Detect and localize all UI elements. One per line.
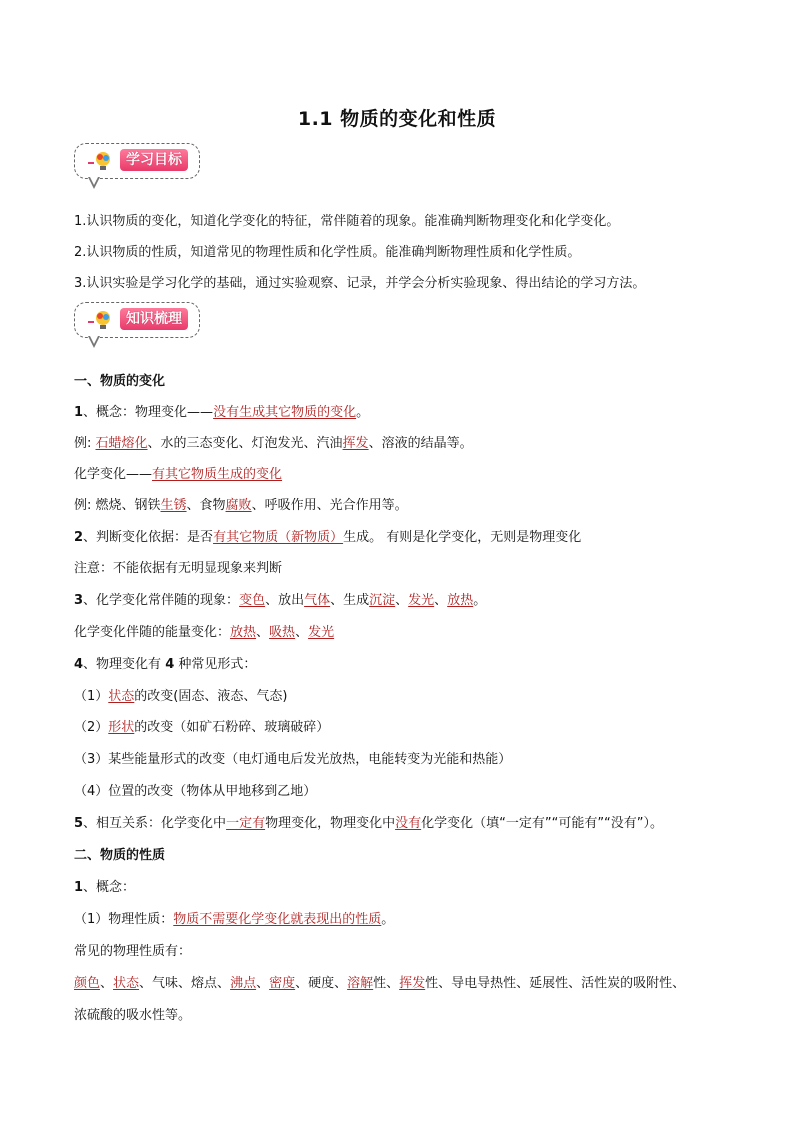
text-segment: 、 [434, 593, 448, 608]
text-segment: 例: [74, 436, 96, 451]
answer-underlined: 气体 [304, 593, 331, 608]
answer-underlined: 状态 [108, 689, 135, 704]
answer-underlined: 挥发 [399, 976, 426, 991]
lightbulb-icon [88, 149, 118, 173]
answer-underlined: 变色 [239, 593, 266, 608]
answer-underlined: 腐败 [225, 498, 252, 513]
text-segment: 性、 [373, 976, 400, 991]
text-segment: 种常见形式： [174, 657, 257, 672]
content-line [74, 370, 165, 389]
page-title: 1.1 物质的变化和性质 [297, 108, 497, 130]
content-line [74, 621, 334, 640]
lightbulb-icon [88, 308, 118, 332]
text-segment: 二、物质的性质 [74, 848, 166, 863]
text-segment: 、水的三态变化、灯泡发光、汽油 [147, 436, 343, 451]
text-segment: 、呼吸作用、光合作用等。 [251, 498, 408, 513]
content-line [74, 940, 191, 959]
content-line [74, 401, 369, 420]
text-segment: （4）位置的改变（物体从甲地移到乙地） [74, 784, 317, 799]
text-segment: 、硬度、 [295, 976, 348, 991]
text-segment: 注意：不能依据有无明显现象来判断 [74, 561, 283, 576]
text-segment: 、 [256, 625, 270, 640]
text-segment: 化学变化伴随的能量变化： [74, 625, 231, 640]
goal-item: 3.认识实验是学习化学的基础，通过实验观察、记录，并学会分析实验现象、得出结论的学习方法。 [74, 276, 646, 291]
text-segment: （1） [74, 689, 109, 704]
answer-underlined: 放热 [230, 625, 257, 640]
content-line [74, 780, 316, 799]
answer-underlined: 发光 [308, 625, 335, 640]
answer-underlined: 有其它物质生成的变化 [152, 467, 283, 482]
badge-label: 知识梳理 [120, 308, 188, 330]
text-segment: 。 [356, 405, 370, 420]
content-line [74, 494, 408, 513]
text-segment: 、化学变化常伴随的现象： [83, 593, 240, 608]
text-segment: 的改变（如矿石粉碎、玻璃破碎） [134, 720, 330, 735]
content-line [74, 653, 256, 672]
answer-underlined: 沉淀 [369, 593, 396, 608]
answer-underlined: 形状 [108, 720, 135, 735]
text-segment: 、 [395, 593, 409, 608]
text-segment: 、溶液的结晶等。 [368, 436, 473, 451]
text-segment: （1）物理性质： [74, 912, 174, 927]
answer-underlined: 吸热 [269, 625, 296, 640]
content-line [74, 876, 135, 895]
text-segment: 、判断变化依据：是否 [83, 530, 214, 545]
text-segment: 5 [74, 816, 84, 831]
text-segment: 例: 燃烧、钢铁 [74, 498, 161, 513]
content-line [74, 748, 511, 767]
content-line [74, 1004, 191, 1023]
answer-underlined: 一定有 [226, 816, 266, 831]
answer-underlined: 发光 [408, 593, 435, 608]
text-segment: 、 [100, 976, 114, 991]
text-segment: 2 [74, 530, 84, 545]
content-line [74, 685, 287, 704]
answer-underlined: 挥发 [342, 436, 369, 451]
answer-underlined: 没有 [395, 816, 422, 831]
answer-underlined: 状态 [113, 976, 140, 991]
text-segment: 、放出 [265, 593, 305, 608]
text-segment: 1 [74, 405, 84, 420]
content-line [74, 844, 165, 863]
answer-underlined: 没有生成其它物质的变化 [213, 405, 357, 420]
text-segment: 一、物质的变化 [74, 374, 166, 389]
content-line [74, 432, 473, 451]
text-segment: 常见的物理性质有： [74, 944, 192, 959]
text-segment: 、 [256, 976, 270, 991]
text-segment: 。 [381, 912, 395, 927]
text-segment: 1 [74, 880, 84, 895]
text-segment: 、气味、熔点、 [139, 976, 231, 991]
content-line [74, 463, 282, 482]
text-segment: 3 [74, 593, 84, 608]
text-segment: 4 [165, 657, 175, 672]
content-line [74, 908, 394, 927]
text-segment: 性、导电导热性、延展性、活性炭的吸附性、 [425, 976, 686, 991]
text-segment: 、 [295, 625, 309, 640]
text-segment: 、物理变化有 [83, 657, 166, 672]
content-line [74, 589, 486, 608]
answer-underlined: 石蜡熔化 [95, 436, 148, 451]
goal-item: 1.认识物质的变化，知道化学变化的特征，常伴随着的现象。能准确判断物理变化和化学变化。 [74, 214, 620, 229]
content-line [74, 526, 581, 545]
knowledge-badge [74, 302, 204, 354]
answer-underlined: 密度 [269, 976, 296, 991]
content-line [74, 972, 685, 991]
text-segment: 。 [473, 593, 487, 608]
answer-underlined: 溶解 [347, 976, 374, 991]
answer-underlined: 生锈 [160, 498, 187, 513]
goal-item: 2.认识物质的性质，知道常见的物理性质和化学性质。能准确判断物理性质和化学性质。 [74, 245, 581, 260]
text-segment: （2） [74, 720, 109, 735]
answer-underlined: 颜色 [74, 976, 101, 991]
answer-underlined: 沸点 [230, 976, 257, 991]
text-segment: 、概念： [83, 880, 136, 895]
answer-underlined: 有其它物质（新物质） [213, 530, 344, 545]
content-line [74, 557, 282, 576]
text-segment: 、相互关系：化学变化中 [83, 816, 227, 831]
text-segment: 4 [74, 657, 84, 672]
answer-underlined: 放热 [447, 593, 474, 608]
text-segment: 浓硫酸的吸水性等。 [74, 1008, 192, 1023]
text-segment: 化学变化—— [74, 467, 153, 482]
content-line [74, 812, 663, 831]
text-segment: 物理变化，物理变化中 [265, 816, 396, 831]
answer-underlined: 物质不需要化学变化就表现出的性质 [173, 912, 382, 927]
text-segment: （3）某些能量形式的改变（电灯通电后发光放热，电能转变为光能和热能） [74, 752, 512, 767]
text-segment: 、生成 [330, 593, 370, 608]
text-segment: 化学变化（填“一定有”“可能有”“没有”）。 [421, 816, 664, 831]
text-segment: 、食物 [186, 498, 226, 513]
text-segment: 生成。 有则是化学变化，无则是物理变化 [343, 530, 582, 545]
text-segment: 的改变(固态、液态、气态) [134, 689, 288, 704]
learning-goals-badge [74, 143, 204, 195]
content-line [74, 716, 329, 735]
badge-label: 学习目标 [120, 149, 188, 171]
text-segment: 、概念：物理变化—— [83, 405, 214, 420]
